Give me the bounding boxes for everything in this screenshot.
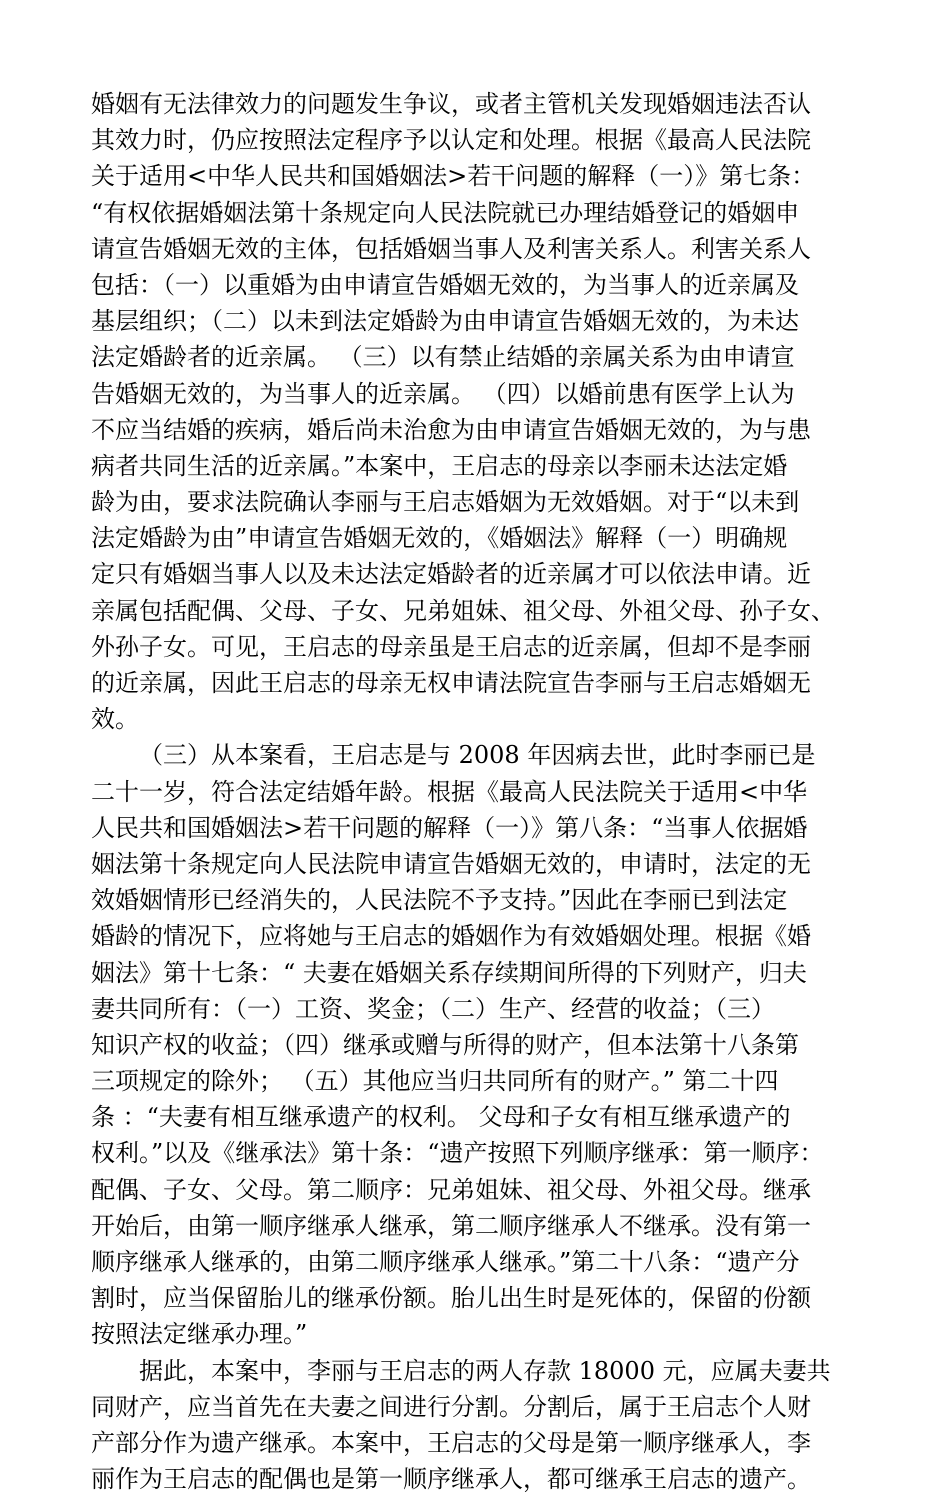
- text-line: 婚龄的情况下，应将她与王启志的婚姻作为有效婚姻处理。根据《婚: [91, 922, 811, 951]
- text-line: 条 ：“夫妻有相互继承遗产的权利。 父母和子女有相互继承遗产的: [91, 1103, 791, 1132]
- text-line: 效婚姻情形已经消失的，人民法院不予支持。”因此在李丽已到法定: [91, 886, 788, 915]
- text-line: 人民共和国婚姻法>若干问题的解释（一）》第八条：“当事人依据婚: [91, 813, 808, 842]
- text-line: 姻法》第十七条：“ 夫妻在婚姻关系存续期间所得的下列财产，归夫: [91, 958, 807, 987]
- text-line: 效。: [91, 705, 139, 734]
- text-line: 三项规定的除外； （五）其他应当归共同所有的财产。” 第二十四: [91, 1067, 779, 1096]
- text-line: 二十一岁，符合法定结婚年龄。根据《最高人民法院关于适用<中华: [91, 777, 808, 806]
- text-line: （三）从本案看，王启志是与 2008 年因病去世，此时李丽已是: [139, 741, 816, 770]
- paragraph: [91, 737, 881, 1352]
- text-line: 其效力时，仍应按照法定程序予以认定和处理。根据《最高人民法院: [91, 126, 811, 155]
- document-body: [91, 86, 881, 1497]
- text-line: 据此，本案中，李丽与王启志的两人存款 18000 元，应属夫妻共: [139, 1356, 831, 1385]
- text-line: 的近亲属，因此王启志的母亲无权申请法院宣告李丽与王启志婚姻无: [91, 669, 811, 697]
- text-line: 基层组织；（二）以未到法定婚龄为由申请宣告婚姻无效的，为未达: [91, 307, 799, 336]
- text-line: 配偶、子女、父母。第二顺序：兄弟姐妹、祖父母、外祖父母。继承: [91, 1175, 811, 1204]
- text-line: 不应当结婚的疾病，婚后尚未治愈为由申请宣告婚姻无效的，为与患: [91, 415, 811, 444]
- text-line: 婚姻有无法律效力的问题发生争议，或者主管机关发现婚姻违法否认: [91, 90, 811, 118]
- text-line: 同财产，应当首先在夫妻之间进行分割。分割后，属于王启志个人财: [91, 1392, 811, 1421]
- text-line: 妻共同所有：（一）工资、奖金；（二）生产、经营的收益；（三）: [91, 994, 775, 1023]
- text-line: 亲属包括配偶、父母、子女、兄弟姐妹、祖父母、外祖父母、孙子女、: [91, 596, 835, 625]
- text-line: 法定婚龄者的近亲属。 （三）以有禁止结婚的亲属关系为由申请宣: [91, 343, 795, 372]
- text-line: “有权依据婚姻法第十条规定向人民法院就已办理结婚登记的婚姻申: [91, 198, 800, 227]
- text-line: 病者共同生活的近亲属。”本案中，王启志的母亲以李丽未达法定婚: [91, 451, 788, 480]
- text-line: 告婚姻无效的，为当事人的近亲属。 （四）以婚前患有医学上认为: [91, 379, 795, 408]
- text-line: 请宣告婚姻无效的主体，包括婚姻当事人及利害关系人。利害关系人: [91, 234, 811, 263]
- text-line: 开始后，由第一顺序继承人继承，第二顺序继承人不继承。没有第一: [91, 1211, 811, 1240]
- text-line: 知识产权的收益；（四）继承或赠与所得的财产，但本法第十八条第: [91, 1030, 799, 1059]
- text-line: 法定婚龄为由”申请宣告婚姻无效的，《婚姻法》解释（一）明确规: [91, 524, 788, 553]
- text-line: 定只有婚姻当事人以及未达法定婚龄者的近亲属才可以依法申请。近: [91, 560, 811, 589]
- paragraph: [91, 1353, 881, 1497]
- paragraph: [91, 86, 881, 737]
- text-line: 龄为由，要求法院确认李丽与王启志婚姻为无效婚姻。对于“以未到: [91, 488, 800, 517]
- text-line: 权利。”以及《继承法》第十条：“遗产按照下列顺序继承：第一顺序：: [91, 1139, 824, 1168]
- text-line: 丽作为王启志的配偶也是第一顺序继承人，都可继承王启志的遗产。: [91, 1465, 811, 1494]
- text-line: 顺序继承人继承的，由第二顺序继承人继承。”第二十八条：“遗产分: [91, 1248, 800, 1276]
- text-line: 关于适用<中华人民共和国婚姻法>若干问题的解释（一）》第七条：: [91, 162, 816, 191]
- text-line: 外孙子女。可见，王启志的母亲虽是王启志的近亲属，但却不是李丽: [91, 632, 811, 661]
- text-line: 按照法定继承办理。”: [91, 1320, 308, 1349]
- text-line: 包括：（一）以重婚为由申请宣告婚姻无效的，为当事人的近亲属及: [91, 270, 799, 299]
- text-line: 割时，应当保留胎儿的继承份额。胎儿出生时是死体的，保留的份额: [91, 1284, 811, 1313]
- text-line: 姻法第十条规定向人民法院申请宣告婚姻无效的，申请时，法定的无: [91, 849, 811, 878]
- text-line: 产部分作为遗产继承。本案中，王启志的父母是第一顺序继承人，李: [91, 1428, 811, 1457]
